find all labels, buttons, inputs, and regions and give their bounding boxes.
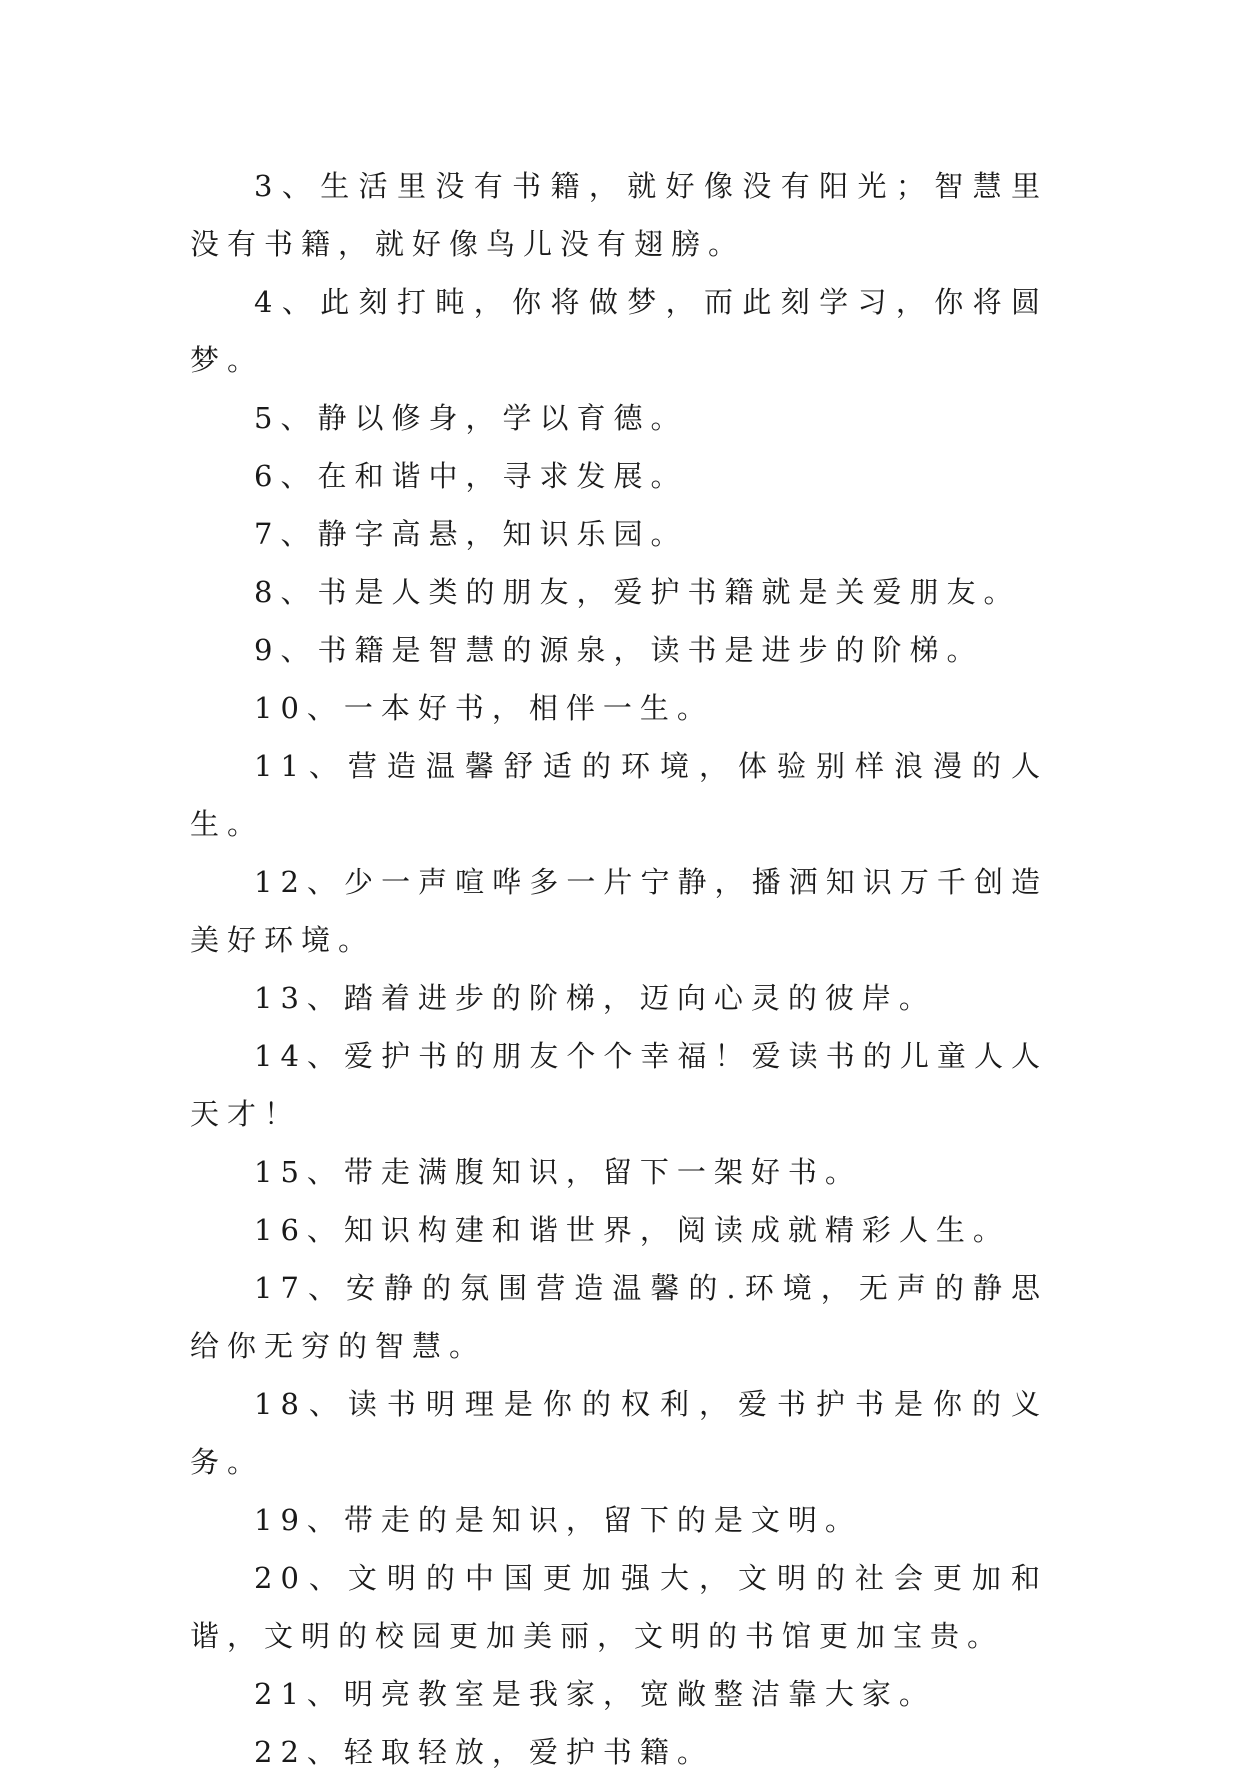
paragraph-5: 5、静以修身，学以育德。 (254, 401, 688, 435)
paragraph-12: 12、少一声喧哗多一片宁静，播洒知识万千创造美好环境。 (190, 865, 1048, 957)
paragraph-3: 3、生活里没有书籍，就好像没有阳光；智慧里没有书籍，就好像鸟儿没有翅膀。 (190, 169, 1048, 261)
paragraph-6: 6、在和谐中，寻求发展。 (254, 459, 688, 493)
paragraph-15: 15、带走满腹知识，留下一架好书。 (254, 1155, 862, 1189)
document-body (190, 157, 1048, 1781)
paragraph-17: 17、安静的氛围营造温馨的.环境，无声的静思给你无穷的智慧。 (190, 1271, 1048, 1363)
paragraph-10: 10、一本好书，相伴一生。 (254, 691, 714, 725)
paragraph-8: 8、书是人类的朋友，爱护书籍就是关爱朋友。 (254, 575, 1021, 609)
paragraph-18: 18、读书明理是你的权利，爱书护书是你的义务。 (190, 1387, 1048, 1479)
paragraph-19: 19、带走的是知识，留下的是文明。 (254, 1503, 862, 1537)
paragraph-9: 9、书籍是智慧的源泉，读书是进步的阶梯。 (254, 633, 984, 667)
paragraph-4: 4、此刻打盹，你将做梦，而此刻学习，你将圆梦。 (190, 285, 1048, 377)
paragraph-11: 11、营造温馨舒适的环境，体验别样浪漫的人生。 (190, 749, 1048, 841)
paragraph-21: 21、明亮教室是我家，宽敞整洁靠大家。 (254, 1677, 936, 1711)
paragraph-20: 20、文明的中国更加强大，文明的社会更加和谐，文明的校园更加美丽，文明的书馆更加宝贵。 (190, 1561, 1048, 1653)
paragraph-22: 22、轻取轻放，爱护书籍。 (254, 1735, 714, 1769)
paragraph-13: 13、踏着进步的阶梯，迈向心灵的彼岸。 (254, 981, 936, 1015)
paragraph-14: 14、爱护书的朋友个个幸福！爱读书的儿童人人天才！ (190, 1039, 1048, 1131)
paragraph-7: 7、静字高悬，知识乐园。 (254, 517, 688, 551)
paragraph-16: 16、知识构建和谐世界，阅读成就精彩人生。 (254, 1213, 1010, 1247)
